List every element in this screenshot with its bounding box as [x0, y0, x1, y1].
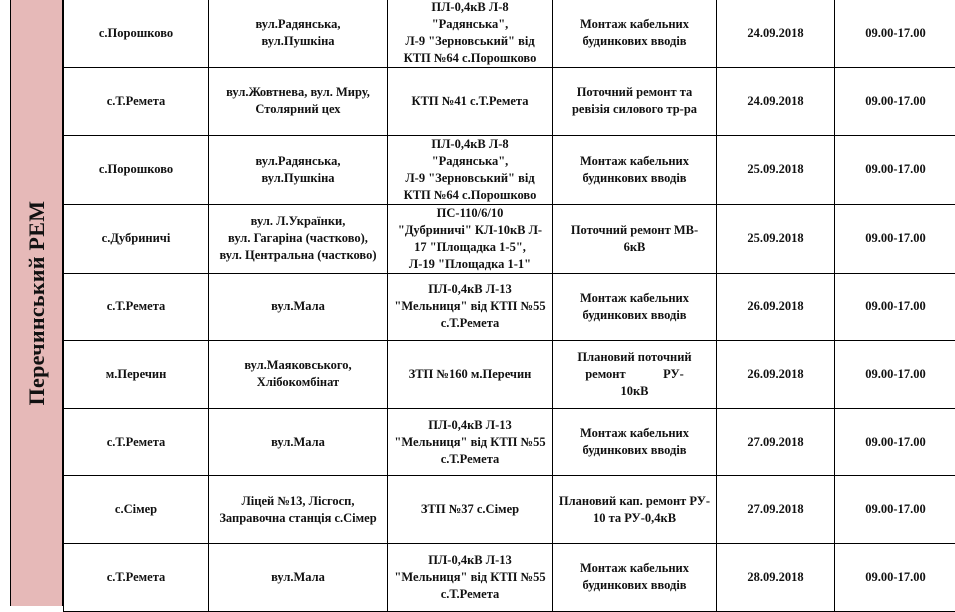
table-row — [64, 341, 955, 409]
streets-cell — [209, 273, 388, 341]
region-cell — [10, 0, 63, 606]
date-cell: 24.09.2018 — [717, 68, 835, 136]
object-cell — [388, 341, 553, 409]
settlement-cell: с.Т.Ремета — [64, 273, 209, 341]
work-line: 10кВ — [555, 383, 714, 400]
work-line: Монтаж кабельних — [555, 153, 714, 170]
time-cell: 09.00-17.00 — [835, 341, 955, 409]
settlement-cell: с.Порошково — [64, 0, 209, 68]
schedule-table — [63, 0, 955, 612]
object-line: КТП №64 с.Порошково — [390, 187, 550, 204]
time-cell: 09.00-17.00 — [835, 543, 955, 611]
object-line: 17 "Площадка 1-5", — [390, 239, 550, 256]
streets-line: Столярний цех — [211, 101, 385, 118]
date-cell: 25.09.2018 — [717, 204, 835, 273]
work-line: Поточний ремонт та — [555, 84, 714, 101]
work-cell — [553, 543, 717, 611]
object-line: "Мельниця" від КТП №55 — [390, 569, 550, 586]
object-line: с.Т.Ремета — [390, 451, 550, 468]
time-cell: 09.00-17.00 — [835, 68, 955, 136]
work-line: ревізія силового тр-ра — [555, 101, 714, 118]
date-cell: 27.09.2018 — [717, 476, 835, 544]
date-cell: 27.09.2018 — [717, 408, 835, 476]
table-row — [64, 135, 955, 204]
work-line: ремонт РУ- — [555, 366, 714, 383]
object-line: "Мельниця" від КТП №55 — [390, 298, 550, 315]
object-line: Л-9 "Зерновський" від — [390, 170, 550, 187]
work-line: Монтаж кабельних — [555, 560, 714, 577]
streets-line: вул.Пушкіна — [211, 170, 385, 187]
object-line: Л-19 "Площадка 1-1" — [390, 256, 550, 273]
time-cell: 09.00-17.00 — [835, 0, 955, 68]
table-row — [64, 408, 955, 476]
streets-cell — [209, 68, 388, 136]
object-line: ЗТП №160 м.Перечин — [390, 366, 550, 383]
streets-cell — [209, 0, 388, 68]
work-cell — [553, 68, 717, 136]
object-line: "Радянська", — [390, 153, 550, 170]
object-cell — [388, 543, 553, 611]
streets-line: Ліцей №13, Лісгосп, — [211, 493, 385, 510]
time-cell: 09.00-17.00 — [835, 135, 955, 204]
date-cell: 26.09.2018 — [717, 341, 835, 409]
work-line: будинкових вводів — [555, 307, 714, 324]
object-cell — [388, 135, 553, 204]
streets-line: Заправочна станція с.Сімер — [211, 510, 385, 527]
work-line: Плановий поточний — [555, 349, 714, 366]
object-cell — [388, 476, 553, 544]
work-cell — [553, 408, 717, 476]
work-cell — [553, 135, 717, 204]
streets-cell — [209, 408, 388, 476]
work-line: будинкових вводів — [555, 577, 714, 594]
table-row — [64, 68, 955, 136]
settlement-cell: с.Т.Ремета — [64, 68, 209, 136]
date-cell: 28.09.2018 — [717, 543, 835, 611]
streets-cell — [209, 135, 388, 204]
object-line: "Радянська", — [390, 16, 550, 33]
streets-cell — [209, 341, 388, 409]
object-line: с.Т.Ремета — [390, 586, 550, 603]
date-cell: 25.09.2018 — [717, 135, 835, 204]
work-line: 10 та РУ-0,4кВ — [555, 510, 714, 527]
schedule-rows — [64, 0, 955, 611]
object-line: ПЛ-0,4кВ Л-8 — [390, 136, 550, 153]
work-cell — [553, 341, 717, 409]
settlement-cell: с.Сімер — [64, 476, 209, 544]
work-line: будинкових вводів — [555, 33, 714, 50]
work-cell — [553, 476, 717, 544]
object-line: КТП №64 с.Порошково — [390, 50, 550, 67]
date-cell: 26.09.2018 — [717, 273, 835, 341]
object-cell — [388, 204, 553, 273]
object-line: ПЛ-0,4кВ Л-13 — [390, 417, 550, 434]
work-line: будинкових вводів — [555, 170, 714, 187]
time-cell: 09.00-17.00 — [835, 273, 955, 341]
settlement-cell: с.Дубриничі — [64, 204, 209, 273]
object-line: ПС-110/6/10 — [390, 205, 550, 222]
work-cell — [553, 204, 717, 273]
work-line: Монтаж кабельних — [555, 16, 714, 33]
object-line: Л-9 "Зерновський" від — [390, 33, 550, 50]
settlement-cell: м.Перечин — [64, 341, 209, 409]
object-cell — [388, 408, 553, 476]
table-row — [64, 273, 955, 341]
streets-line: вул.Мала — [211, 434, 385, 451]
streets-line: вул.Радянська, — [211, 16, 385, 33]
streets-cell — [209, 476, 388, 544]
work-line: будинкових вводів — [555, 442, 714, 459]
settlement-cell: с.Порошково — [64, 135, 209, 204]
table-row — [64, 0, 955, 68]
streets-line: вул. Центральна (частково) — [211, 247, 385, 264]
work-line: 6кВ — [555, 239, 714, 256]
streets-line: вул. Гагаріна (частково), — [211, 230, 385, 247]
object-line: ПЛ-0,4кВ Л-13 — [390, 281, 550, 298]
left-margin — [0, 0, 10, 606]
work-line: Монтаж кабельних — [555, 290, 714, 307]
object-line: КТП №41 с.Т.Ремета — [390, 93, 550, 110]
streets-line: вул.Мала — [211, 569, 385, 586]
time-cell: 09.00-17.00 — [835, 476, 955, 544]
time-cell: 09.00-17.00 — [835, 408, 955, 476]
object-line: с.Т.Ремета — [390, 315, 550, 332]
streets-line: вул.Мала — [211, 298, 385, 315]
work-cell — [553, 273, 717, 341]
table-row — [64, 476, 955, 544]
object-line: "Мельниця" від КТП №55 — [390, 434, 550, 451]
work-line: Плановий кап. ремонт РУ- — [555, 493, 714, 510]
settlement-cell: с.Т.Ремета — [64, 543, 209, 611]
streets-line: вул.Жовтнева, вул. Миру, — [211, 84, 385, 101]
object-cell — [388, 68, 553, 136]
streets-line: Хлібокомбінат — [211, 374, 385, 391]
table-row — [64, 543, 955, 611]
region-label: Перечинський РЕМ — [24, 201, 50, 406]
streets-cell — [209, 543, 388, 611]
streets-line: вул.Радянська, — [211, 153, 385, 170]
work-line: Монтаж кабельних — [555, 425, 714, 442]
object-line: ПЛ-0,4кВ Л-13 — [390, 552, 550, 569]
object-line: "Дубриничі" КЛ-10кВ Л- — [390, 222, 550, 239]
streets-cell — [209, 204, 388, 273]
settlement-cell: с.Т.Ремета — [64, 408, 209, 476]
streets-line: вул.Пушкіна — [211, 33, 385, 50]
streets-line: вул. Л.Українки, — [211, 213, 385, 230]
object-line: ЗТП №37 с.Сімер — [390, 501, 550, 518]
work-line: Поточний ремонт МВ- — [555, 222, 714, 239]
work-cell — [553, 0, 717, 68]
object-cell — [388, 273, 553, 341]
object-cell — [388, 0, 553, 68]
streets-line: вул.Маяковського, — [211, 357, 385, 374]
object-line: ПЛ-0,4кВ Л-8 — [390, 0, 550, 16]
table-row — [64, 204, 955, 273]
time-cell: 09.00-17.00 — [835, 204, 955, 273]
date-cell: 24.09.2018 — [717, 0, 835, 68]
